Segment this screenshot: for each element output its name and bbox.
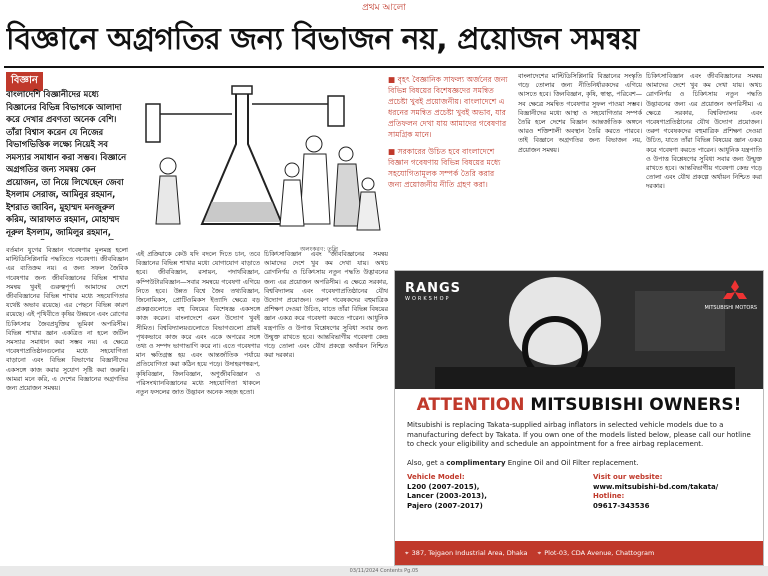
- ad-model: Pajero (2007-2017): [407, 501, 483, 510]
- body-column-4a: বাংলাদেশের মাল্টিডিসিপ্লিনারি বিজ্ঞানের সংস্কৃতি গড়ে তোলার জন্য নীতিনির্ধারকদের এগিয়ে আসতে হবে। জিনবিজ্ঞান, কৃষি, স্বাস্থ্য, পরিবেশ—সব ক্ষেত্রে সমন্বিত গবেষণার সুফল পাওয়া সম্ভব। বিজ্ঞানীদের মধ্যে আস্থা ও সহযোগিতার সম্পর্ক তৈরি হলে দেশের বিজ্ঞান আন্তর্জাতিক অঙ্গনে আরও শক্তিশালী অবস্থান তৈরি করতে পারবে। তাই বিজ্ঞানে অগ্রগতির জন্য বিভাজন নয়, প্রয়োজন সমন্বয়।: [518, 73, 642, 154]
- ad-title-rest: MITSUBISHI OWNERS!: [524, 395, 742, 415]
- location-pin-icon: ⌖: [537, 549, 542, 557]
- ad-models-heading: Vehicle Model:: [407, 473, 465, 481]
- section-tag: বিজ্ঞান: [6, 72, 43, 91]
- intro-body: বাংলাদেশি বিজ্ঞানীদের মধ্যে বিজ্ঞানের বিভিন্ন বিভাগকে আলাদা করে দেখার প্রবণতা অনেক বেশি। তাঁরা বিশ্বাস করেন যে নিজের বিভাগভিত্তিক লক্ষ্যে নিয়েই সব সমস্যার সমাধান করা সম্ভব। বিজ্ঞানে অগ্রগতির জন্য সমন্বয় কেন প্রয়োজন, তা নিয়ে লিখেছেন জেবা ইসলাম সেরাজ, আমিনুর রহমান, ইশরাত জাবিন, মুহাম্মদ মনজুরুল করিম, আরাফাত রহমান, মোহাম্মদ নূরুল ইসলাম, জামিলুর রহমান,: [6, 89, 127, 237]
- location-pin-icon: ⌖: [405, 549, 409, 557]
- ad-offer: [407, 459, 751, 467]
- page-footer: 03/11/2024 Contents Pg.05: [0, 566, 768, 576]
- body-column-3: চিকিৎসাবিজ্ঞান এবং জীববিজ্ঞানের সমন্বয় আমাদের দেশে খুব কম দেখা যায়। অথচ রোগনির্ণয় ও চিকিৎসায় নতুন পদ্ধতি উদ্ভাবনের জন্য এর প্রয়োজন অপরিসীম। এ ক্ষেত্রে সরকার, বিশ্ববিদ্যালয় এবং গবেষণাপ্রতিষ্ঠানের যৌথ উদ্যোগ প্রয়োজন। তরুণ গবেষকদের বহুমাত্রিক প্রশিক্ষণ দেওয়া উচিত, যাতে তাঁরা বিভিন্ন বিষয়ের জ্ঞান একত্র করে গবেষণা করতে পারেন। আধুনিক যন্ত্রপাতি ও উপাত্ত বিশ্লেষণের সুবিধা সবার জন্য উন্মুক্ত রাখতে হবে। আন্তবিভাগীয় গবেষণা কেন্দ্র গড়ে তোলা এবং যৌথ প্রকল্পে অর্থায়ন নিশ্চিত করা দরকার।: [264, 251, 388, 360]
- ad-hotline-heading: Hotline:: [593, 492, 625, 500]
- body-column-2: এই প্রক্রিয়াকে কেউ যদি বদলে দিতে চান, তবে বিজ্ঞানের বিভিন্ন শাখার মধ্যে যোগাযোগ বাড়াতে হবে। জীববিজ্ঞান, রসায়ন, পদার্থবিজ্ঞান, কম্পিউটারবিজ্ঞান—সবার সমন্বয়ে গবেষণা এগিয়ে নিতে হবে। উন্নত বিশ্বে জৈব তথ্যবিজ্ঞান, জিনোমিকস, প্রোটিওমিকস ইত্যাদি ক্ষেত্রে বড় প্রকল্পগুলোতে বহু বিষয়ের বিশেষজ্ঞ একসঙ্গে কাজ করেন। বাংলাদেশে এমন উদ্যোগ খুবই সীমিত। বিশ্ববিদ্যালয়গুলোতে বিভাগগুলো প্রায়ই পৃথকভাবে কাজ করে এবং একে অপরের সঙ্গে তথ্য ও সম্পদ ভাগাভাগি করে না। এতে গবেষণার মান ক্ষতিগ্রস্ত হয় এবং আন্তর্জাতিক পর্যায়ে প্রতিযোগিতা করা কঠিন হয়ে পড়ে। উদাহরণস্বরূপ, কৃষিবিজ্ঞান, জিনবিজ্ঞান, অণুজীববিজ্ঞান ও পরিসংখ্যানবিজ্ঞানের মধ্যে সহযোগিতা থাকলে নতুন ফসলের জাত উদ্ভাবন অনেক সহজ হতো।: [136, 251, 260, 397]
- ad-title: [395, 395, 763, 415]
- ad-website-link[interactable]: www.mitsubishi-bd.com/takata/: [593, 482, 719, 491]
- pull-quote: ■ সরকারের উচিত হবে বাংলাদেশে বিজ্ঞান গবেষণায় বিভিন্ন বিষয়ের মধ্যে সহযোগিতামূলক সম্পর্ক তৈরি করার জন্য প্রয়োজনীয় নীতি গ্রহণ করা।: [388, 147, 501, 189]
- ad-model: Lancer (2003-2013),: [407, 492, 487, 500]
- rangs-logo: [405, 281, 461, 302]
- ad-title-attention: ATTENTION: [416, 395, 525, 415]
- pull-quotes: [388, 74, 510, 196]
- rangs-sub: WORKSHOP: [405, 296, 451, 302]
- ad-offer-prefix: Also, get a: [407, 459, 447, 467]
- rangs-brand: RANGS: [405, 281, 461, 296]
- intro-text: [6, 88, 128, 240]
- mitsubishi-ad: [394, 270, 764, 566]
- mitsubishi-wordmark: MITSUBISHI MOTORS: [704, 305, 757, 311]
- ad-contact: [593, 473, 753, 511]
- ad-photo: [395, 271, 763, 389]
- headline-rule: [4, 66, 764, 68]
- ad-hotline-number: 09617-343536: [593, 501, 650, 510]
- ad-offer-suffix: Engine Oil and Oil Filter replacement.: [505, 459, 639, 467]
- ad-footer: [395, 541, 763, 565]
- masthead: প্রথম আলো: [362, 3, 406, 13]
- body-column-1: বর্তমান যুগের বিজ্ঞান গবেষণার মূলমন্ত্র হলো মাল্টিডিসিপ্লিনারি পদ্ধতিতে গবেষণা। জীববিজ্ঞান এর ব্যতিক্রম নয়। এ জন্য সফল জৈবিক গবেষণার জন্য জীববিজ্ঞানের বিভিন্ন শাখার সমন্বয় খুবই গুরুত্বপূর্ণ। আমাদের দেশে জীববিজ্ঞানের বিভিন্ন শাখার মধ্যে সহযোগিতার যথেষ্ট অভাব রয়েছে। এর পেছনে বিভিন্ন কারণ রয়েছে। এই পৃথিবীতে কৃষির উন্নয়নে এবং রোগের চিকিৎসায় জৈবপ্রযুক্তির ভূমিকা অপরিসীম। বিভিন্ন শাখার জ্ঞান একত্রিত না হলে জটিল সমস্যার সমাধান করা সম্ভব নয়। এ ক্ষেত্রে গবেষণাপ্রতিষ্ঠানগুলোর মধ্যে সহযোগিতা বাড়ানো এবং বিভিন্ন বিভাগের বিজ্ঞানীদের একসঙ্গে কাজ করার সুযোগ সৃষ্টি করা জরুরি। আমরা মনে করি, এ দেশের বিজ্ঞানের অগ্রগতির জন্য প্রয়োজন সমন্বয়।: [6, 247, 128, 393]
- ad-body: Mitsubishi is replacing Takata-supplied airbag inflators in selected vehicle models due to a manufacturing defect by Takata. If you own one of the models listed below, please call our hotline to check your eligibility and schedule an appointment for a free airbag replacement.: [407, 421, 751, 448]
- ad-address-dhaka: 387, Tejgaon Industrial Area, Dhaka: [411, 549, 528, 557]
- ad-web-heading: Visit our website:: [593, 473, 663, 481]
- mitsubishi-logo-icon: [717, 279, 753, 305]
- headline: বিজ্ঞানে অগ্রগতির জন্য বিভাজন নয়, প্রয়োজন সমন্বয়: [6, 22, 639, 57]
- body-column-4b: চিকিৎসাবিজ্ঞান এবং জীববিজ্ঞানের সমন্বয় আমাদের দেশে খুব কম দেখা যায়। অথচ রোগনির্ণয় ও চিকিৎসায় নতুন পদ্ধতি উদ্ভাবনের জন্য এর প্রয়োজন অপরিসীম। এ ক্ষেত্রে সরকার, বিশ্ববিদ্যালয় এবং গবেষণাপ্রতিষ্ঠানের যৌথ উদ্যোগ প্রয়োজন। তরুণ গবেষকদের বহুমাত্রিক প্রশিক্ষণ দেওয়া উচিত, যাতে তাঁরা বিভিন্ন বিষয়ের জ্ঞান একত্র করে গবেষণা করতে পারেন। আধুনিক যন্ত্রপাতি ও উপাত্ত বিশ্লেষণের সুবিধা সবার জন্য উন্মুক্ত রাখতে হবে। আন্তবিভাগীয় গবেষণা কেন্দ্র গড়ে তোলা এবং যৌথ প্রকল্পে অর্থায়ন নিশ্চিত করা দরকার।: [646, 73, 762, 191]
- ad-address-ctg: Plot-03, CDA Avenue, Chattogram: [544, 549, 655, 557]
- illustration-credit: অলংকরণ: তুলি: [300, 246, 338, 253]
- ad-offer-bold: complimentary: [446, 459, 506, 467]
- pull-quote: ■ বৃহৎ বৈজ্ঞানিক সাফল্য অর্জনের জন্য বিভিন্ন বিষয়ের বিশেষজ্ঞদের সমন্বিত প্রচেষ্টা খুবই প্রয়োজনীয়। বাংলাদেশে এ ধরনের সমন্বিত প্রচেষ্টা খুবই অভাব, যার প্রতিফলন দেখা যায় আমাদের গবেষণার সামগ্রিক মানে।: [388, 75, 508, 139]
- illustration: [132, 74, 384, 240]
- ad-models: [407, 473, 577, 511]
- ad-model: L200 (2007-2015),: [407, 482, 480, 491]
